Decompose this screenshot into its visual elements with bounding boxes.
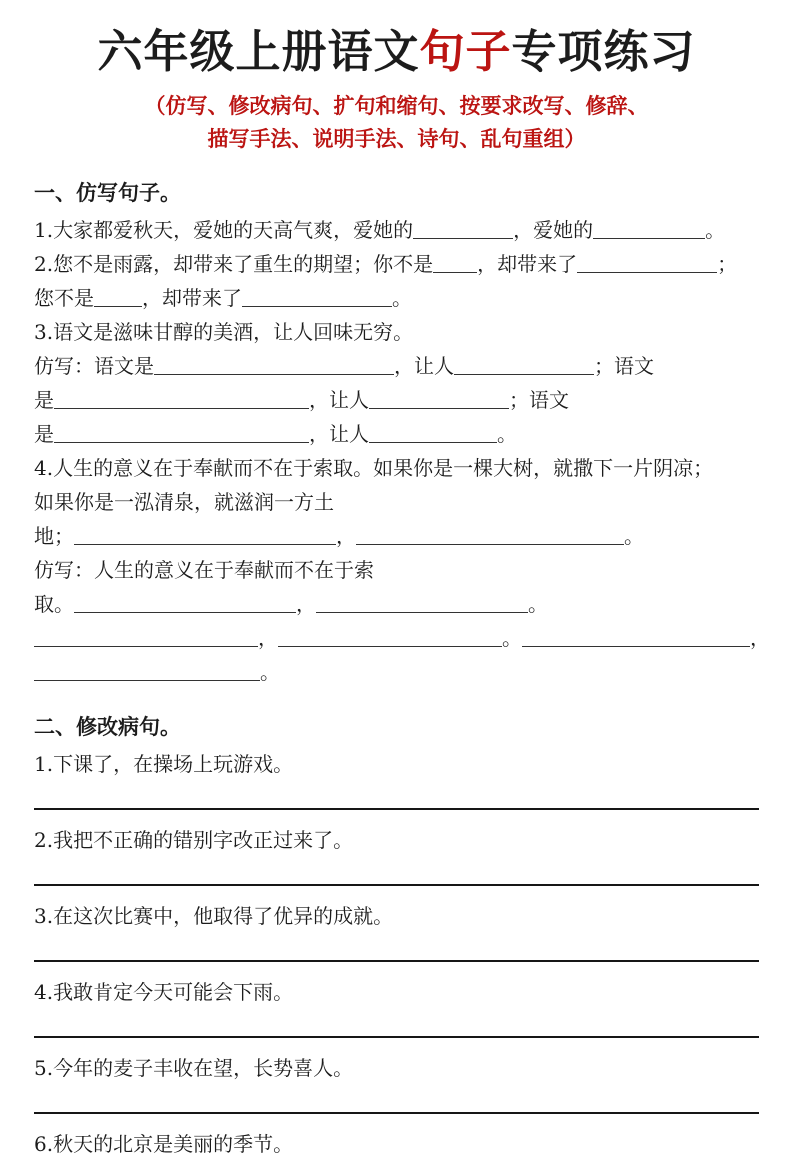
text-run: ，却带来了	[477, 252, 578, 277]
question-text: 2.我把不正确的错别字改正过来了。	[34, 828, 354, 853]
text-run: 。	[705, 218, 726, 243]
text-run: ，却带来了	[142, 286, 242, 311]
fill-in-blank	[577, 270, 717, 273]
text-run: 。	[497, 422, 517, 447]
answer-line	[34, 1036, 759, 1038]
text-run: 4.人生的意义在于奉献而不在于索取。如果你是一棵大树，就撒下一片阴凉；	[34, 456, 714, 481]
question-item	[34, 899, 759, 962]
exercise-line	[34, 315, 759, 349]
question-text: 6.秋天的北京是美丽的季节。	[34, 1132, 294, 1157]
question-item	[34, 747, 759, 810]
title-text-right: 专项练习	[511, 25, 696, 78]
answer-line	[34, 960, 759, 962]
text-run: 仿写：人生的意义在于奉献而不在于索	[34, 558, 374, 583]
text-run: 。	[502, 626, 522, 651]
subtitle	[34, 90, 759, 155]
text-run: ；	[717, 252, 738, 277]
fill-in-blank	[34, 678, 260, 681]
text-run: 是	[34, 422, 54, 447]
fill-in-blank	[242, 304, 392, 307]
text-run: 。	[528, 592, 548, 617]
answer-line	[34, 884, 759, 886]
text-run: ，	[258, 626, 278, 651]
exercise-line	[34, 485, 759, 519]
exercise-line	[34, 655, 759, 689]
text-run: 取。	[34, 592, 74, 617]
answer-line	[34, 808, 759, 810]
text-run: ，爱她的	[513, 218, 594, 243]
section-one-body	[34, 213, 770, 689]
fill-in-blank	[34, 644, 258, 647]
page-title	[34, 24, 759, 80]
question-text: 3.在这次比赛中，他取得了优异的成就。	[34, 904, 394, 929]
fill-in-blank	[278, 644, 502, 647]
answer-line	[34, 1112, 759, 1114]
text-run: 。	[260, 660, 280, 685]
section-two-heading: 二、修改病句。	[34, 714, 181, 740]
subtitle-line-1: （仿写、修改病句、扩句和缩句、按要求改写、修辞、	[144, 93, 649, 119]
text-run: 1.大家都爱秋天，爱她的天高气爽，爱她的	[34, 218, 414, 243]
fill-in-blank	[369, 406, 509, 409]
question-text: 5.今年的麦子丰收在望，长势喜人。	[34, 1056, 354, 1081]
text-run: 。	[624, 524, 644, 549]
text-run: ，让人	[309, 388, 369, 413]
exercise-line	[34, 213, 759, 247]
fill-in-blank	[369, 440, 497, 443]
fill-in-blank	[522, 644, 750, 647]
text-run: ，	[336, 524, 356, 549]
question-item	[34, 823, 759, 886]
fill-in-blank	[593, 236, 705, 239]
fill-in-blank	[74, 542, 336, 545]
text-run: ；语文	[594, 354, 654, 379]
text-run: 仿写：语文是	[34, 354, 154, 379]
exercise-line	[34, 349, 759, 383]
fill-in-blank	[54, 440, 309, 443]
exercise-line	[34, 621, 770, 655]
exercise-line	[34, 587, 759, 621]
text-run: 地；	[34, 524, 74, 549]
exercise-line	[34, 247, 759, 281]
fill-in-blank	[413, 236, 513, 239]
fill-in-blank	[454, 372, 594, 375]
text-run: 是	[34, 388, 54, 413]
text-run: ，	[296, 592, 316, 617]
section-one-heading: 一、仿写句子。	[34, 180, 181, 206]
question-item	[34, 1051, 759, 1114]
exercise-line	[34, 451, 759, 485]
section-two-body	[34, 747, 759, 1161]
text-run: ，让人	[394, 354, 454, 379]
text-run: ；语文	[509, 388, 569, 413]
exercise-line	[34, 383, 759, 417]
question-item	[34, 975, 759, 1038]
exercise-line	[34, 553, 759, 587]
fill-in-blank	[74, 610, 296, 613]
text-run: ，	[750, 626, 770, 651]
text-run: 2.您不是雨露，却带来了重生的期望；你不是	[34, 252, 434, 277]
text-run: 。	[392, 286, 412, 311]
fill-in-blank	[316, 610, 528, 613]
text-run: 您不是	[34, 286, 94, 311]
text-run: ，让人	[309, 422, 369, 447]
fill-in-blank	[154, 372, 394, 375]
fill-in-blank	[356, 542, 624, 545]
fill-in-blank	[54, 406, 309, 409]
title-text-left: 六年级上册语文	[97, 25, 420, 78]
fill-in-blank	[433, 270, 477, 273]
text-run: 3.语文是滋味甘醇的美酒，让人回味无穷。	[34, 320, 414, 345]
title-highlight: 句子	[419, 25, 512, 78]
text-run: 如果你是一泓清泉，就滋润一方土	[34, 490, 334, 515]
exercise-line	[34, 519, 759, 553]
exercise-line	[34, 417, 759, 451]
subtitle-line-2: 描写手法、说明手法、诗句、乱句重组）	[207, 125, 586, 151]
question-text: 1.下课了，在操场上玩游戏。	[34, 752, 294, 777]
question-item	[34, 1127, 759, 1161]
exercise-line	[34, 281, 759, 315]
fill-in-blank	[94, 304, 142, 307]
question-text: 4.我敢肯定今天可能会下雨。	[34, 980, 294, 1005]
